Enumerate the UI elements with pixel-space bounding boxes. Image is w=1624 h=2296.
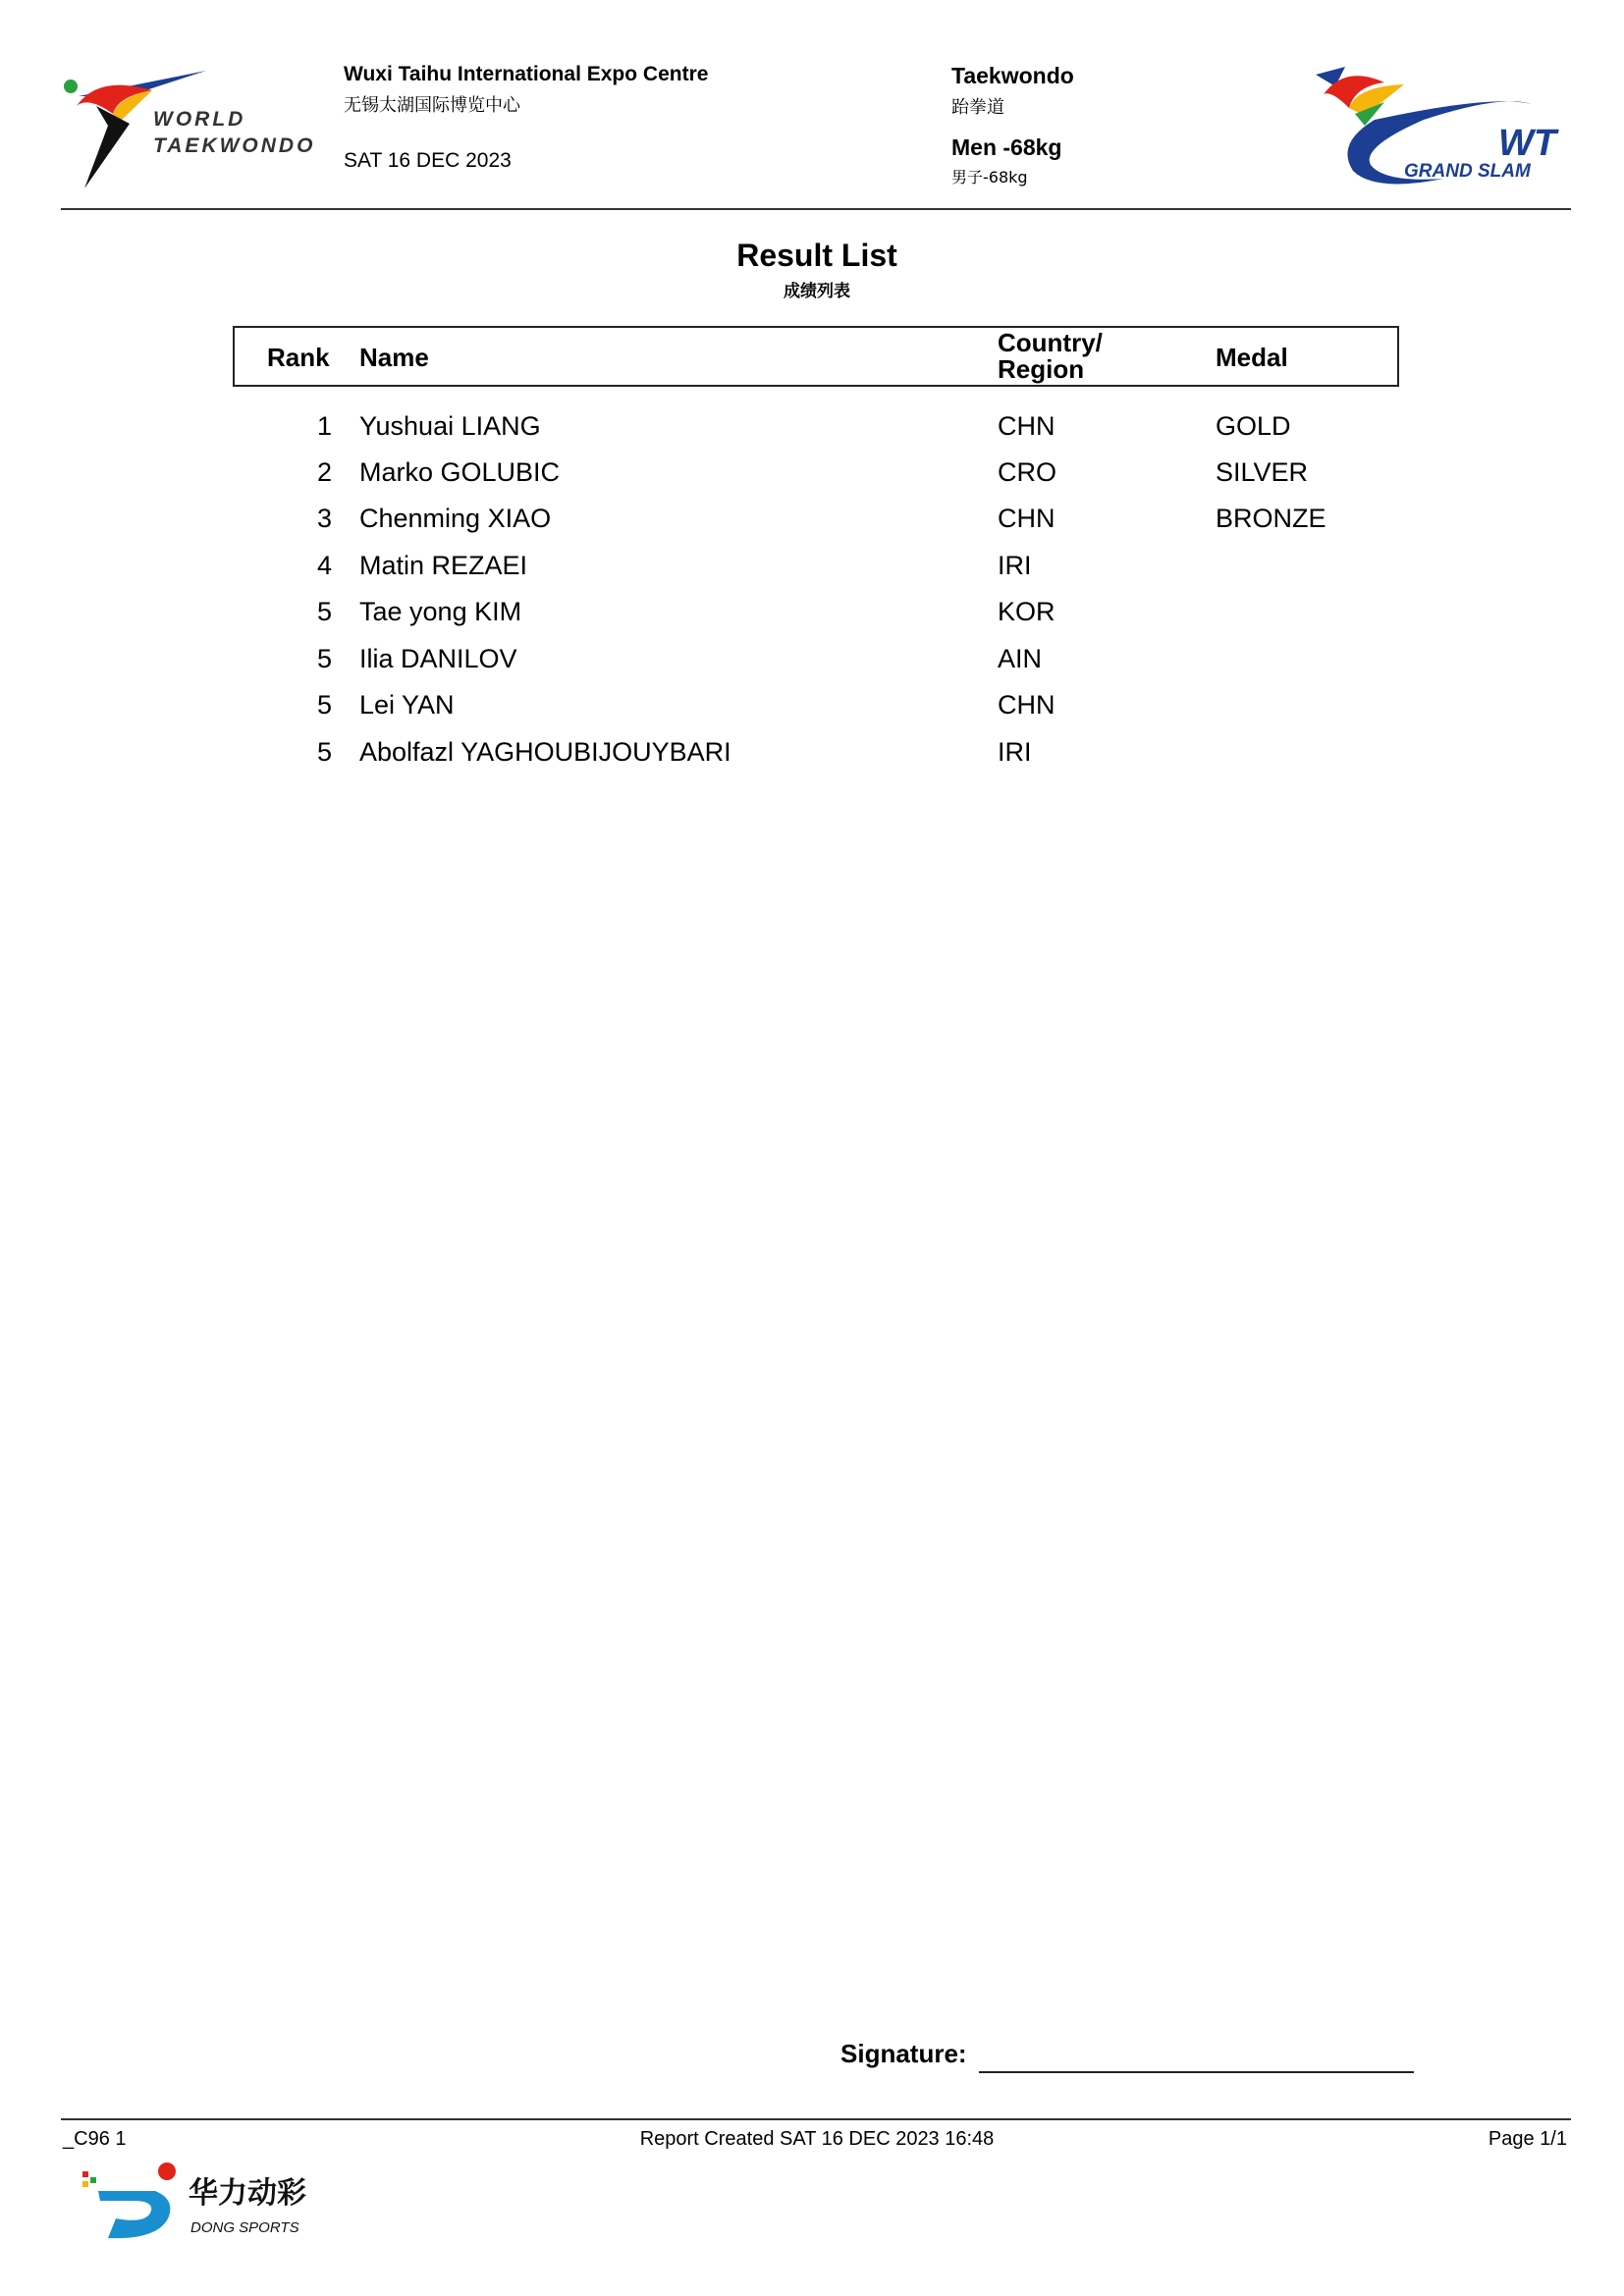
- page-title: Result List: [736, 238, 897, 273]
- dong-sports-logo: [79, 2160, 363, 2248]
- cell-medal: SILVER: [1216, 457, 1309, 487]
- sponsor-name-cn: 华力动彩: [189, 2176, 306, 2211]
- cell-name: Yushuai LIANG: [359, 411, 541, 441]
- column-header-country: [998, 330, 1103, 383]
- cell-country: IRI: [998, 551, 1032, 580]
- table-row: [0, 737, 1624, 783]
- cell-country: CRO: [998, 457, 1056, 487]
- report-created: Report Created SAT 16 DEC 2023 16:48: [639, 2128, 995, 2150]
- sponsor-name-en: DONG SPORTS: [190, 2219, 299, 2236]
- logo-text-taekwondo: TAEKWONDO: [153, 134, 316, 157]
- cell-name: Tae yong KIM: [359, 597, 522, 626]
- cell-country: CHN: [998, 504, 1056, 533]
- table-row: [0, 551, 1624, 597]
- cell-rank: 5: [316, 597, 332, 626]
- table-row: [0, 690, 1624, 736]
- logo-red-ball-icon: [158, 2163, 176, 2180]
- gs-text-grand-slam: GRAND SLAM: [1404, 161, 1531, 182]
- signature-label: Signature:: [840, 2039, 967, 2068]
- cell-rank: 5: [316, 737, 332, 767]
- table-row: [0, 597, 1624, 643]
- table-row: [0, 644, 1624, 690]
- cell-name: Marko GOLUBIC: [359, 457, 561, 487]
- logo-check-2: [90, 2177, 96, 2183]
- cell-medal: BRONZE: [1216, 504, 1326, 533]
- cell-name: Ilia DANILOV: [359, 644, 517, 673]
- cell-rank: 2: [316, 457, 332, 487]
- page-title-cn: 成绩列表: [784, 282, 850, 301]
- cell-country: AIN: [998, 644, 1043, 673]
- column-header-country-line2: Region: [998, 354, 1085, 384]
- venue-name: Wuxi Taihu International Expo Centre: [344, 63, 709, 85]
- cell-country: CHN: [998, 690, 1056, 720]
- cell-rank: 3: [316, 504, 332, 533]
- column-header-rank: Rank: [267, 343, 330, 372]
- event-name: Men -68kg: [951, 134, 1062, 160]
- wt-grand-slam-logo: [1306, 65, 1581, 192]
- venue-name-cn: 无锡太湖国际博览中心: [344, 95, 520, 116]
- logo-check-1: [82, 2171, 88, 2177]
- column-header-name: Name: [359, 343, 429, 372]
- event-name-cn: 男子-68kg: [951, 168, 1028, 187]
- cell-name: Chenming XIAO: [359, 504, 552, 533]
- cell-medal: GOLD: [1216, 411, 1291, 441]
- sport-name: Taekwondo: [951, 63, 1074, 88]
- table-row: [0, 411, 1624, 457]
- cell-country: IRI: [998, 737, 1032, 767]
- cell-rank: 1: [316, 411, 332, 441]
- cell-name: Lei YAN: [359, 690, 455, 720]
- cell-rank: 5: [316, 690, 332, 720]
- table-row: [0, 504, 1624, 550]
- signature-line: [979, 2071, 1414, 2073]
- report-code: _C96 1: [63, 2128, 127, 2150]
- logo-check-3: [82, 2181, 88, 2187]
- column-header-country-line1: Country/: [998, 328, 1103, 357]
- cell-rank: 5: [316, 644, 332, 673]
- world-taekwondo-logo: [59, 67, 334, 194]
- page-number: Page 1/1: [1488, 2128, 1567, 2150]
- header-divider: [61, 208, 1571, 210]
- logo-d-swoosh: [98, 2191, 170, 2238]
- column-header-medal: Medal: [1216, 343, 1288, 372]
- cell-country: CHN: [998, 411, 1056, 441]
- table-row: [0, 457, 1624, 504]
- cell-rank: 4: [316, 551, 332, 580]
- green-dot-icon: [64, 80, 78, 93]
- cell-country: KOR: [998, 597, 1056, 626]
- sport-name-cn: 跆拳道: [951, 97, 1004, 118]
- event-date: SAT 16 DEC 2023: [344, 149, 512, 172]
- cell-name: Matin REZAEI: [359, 551, 528, 580]
- gs-text-wt: WT: [1498, 123, 1557, 164]
- footer-divider: [61, 2118, 1571, 2120]
- cell-name: Abolfazl YAGHOUBIJOUYBARI: [359, 737, 731, 767]
- logo-text-world: WORLD: [153, 108, 246, 131]
